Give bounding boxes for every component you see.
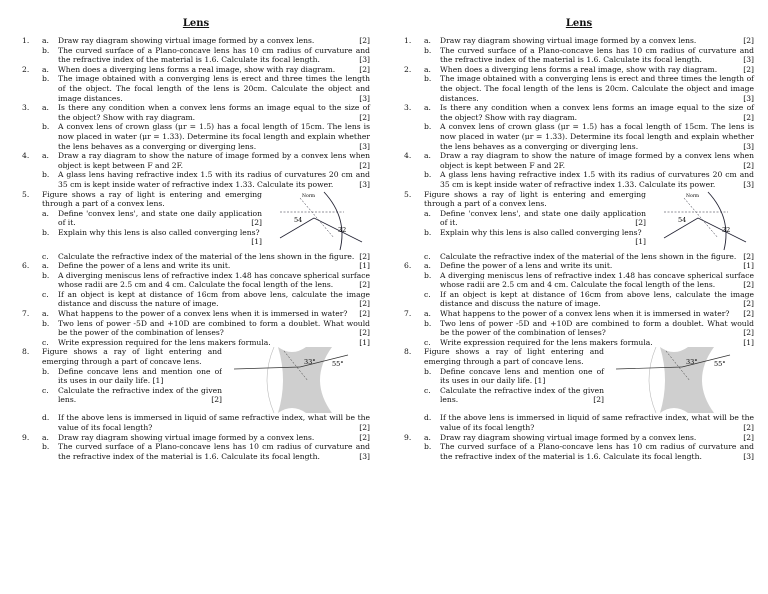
question-part: b. A diverging meniscus lens of refractive index 1.48 has concave spherical surface whose radii are 2.5 cm and 4 cm. Calculate the focal length of the lens. [2] <box>42 270 370 290</box>
question-number: 2. <box>22 64 30 74</box>
question-part: a. Draw a ray diagram to show the nature of image formed by a convex lens when object is kept between F and 2F. [2] <box>42 151 370 170</box>
marks: [3] <box>743 93 754 103</box>
question-part: c. Calculate the refractive index of the given lens. [2] <box>42 385 222 405</box>
question-part: a. Is there any condition when a convex lens forms an image equal to the size of the object? Show with ray diagram. [2] <box>424 103 754 122</box>
question-number: 7. <box>404 309 412 319</box>
marks: [2] <box>359 160 370 170</box>
angle-label: 55° <box>332 360 344 369</box>
question-stem: Figure shows a ray of light entering and emerging through a part of concave lens. <box>42 347 222 367</box>
question-number: 2. <box>404 64 412 74</box>
question-1 <box>404 36 754 65</box>
question-5 <box>404 190 754 262</box>
question-part: b. Define concave lens and mention one of its uses in our daily life. [1] <box>424 366 604 386</box>
question-part: b. The image obtained with a converging lens is erect and three times the length of the object. The focal length of the lens is 20cm. Calculate the object and image distances. [3] <box>42 74 370 103</box>
question-part: b. The image obtained with a converging lens is erect and three times the length of the object. The focal length of the lens is 20cm. Calculate the object and image distances. [3] <box>424 74 754 103</box>
marks: [3] <box>743 179 754 189</box>
concave-lens-figure <box>222 347 362 413</box>
question-part: b. Explain why this lens is also called converging lens? [1] <box>424 227 646 247</box>
question-part: b. The curved surface of a Plano-concave lens has 10 cm radius of curvature and the refractive index of the material is 1.6. Calculate its focal length. [3] <box>42 442 370 461</box>
question-part: a. What happens to the power of a convex lens when it is immersed in water? [2] <box>42 309 370 319</box>
angle-label: 54 <box>678 215 687 224</box>
marks: [2] <box>359 280 370 290</box>
question-part: a. Draw ray diagram showing virtual image formed by a convex lens. [2] <box>424 432 754 442</box>
question-number: 8. <box>22 347 30 357</box>
question-part: a. Draw a ray diagram to show the nature of image formed by a convex lens when object is kept between F and 2F. [2] <box>424 151 754 170</box>
marks: [3] <box>743 141 754 151</box>
marks: [3] <box>743 55 754 65</box>
angle-label: 32 <box>722 225 731 234</box>
question-part: a. Draw ray diagram showing virtual image formed by a convex lens. [2] <box>42 432 370 442</box>
marks: [2] <box>743 432 754 442</box>
question-stem: Figure shows a ray of light is entering and emerging through a part of a convex lens. <box>424 189 646 209</box>
worksheet-page-right <box>384 0 768 594</box>
marks: [2] <box>251 218 262 228</box>
marks: [2] <box>743 280 754 290</box>
question-stem: Figure shows a ray of light is entering and emerging through a part of a convex lens. <box>42 189 262 209</box>
question-part: b. A glass lens having refractive index 1.5 with its radius of curvatures 20 cm and 35 cm is kept inside water of refractive index 1.33. Calculate its power. [3] <box>424 170 754 189</box>
concave-lens-figure <box>604 347 744 413</box>
question-4 <box>404 151 754 189</box>
marks: [1] <box>534 376 546 386</box>
question-number: 6. <box>22 261 30 271</box>
marks: [2] <box>593 395 604 405</box>
question-part: b. Define concave lens and mention one of its uses in our daily life. [1] <box>42 366 222 386</box>
question-part: c. Write expression required for the lens makers formula. [1] <box>424 337 754 347</box>
question-9 <box>22 433 370 462</box>
question-number: 5. <box>22 189 30 199</box>
angle-label: 33° <box>304 358 316 367</box>
question-part: b. Explain why this lens is also called converging lens? [1] <box>42 227 262 247</box>
question-part: a. Draw ray diagram showing virtual image formed by a convex lens. [2] <box>424 36 754 45</box>
question-8 <box>404 347 754 432</box>
question-part: a. Define the power of a lens and write its unit. [1] <box>424 261 754 271</box>
question-number: 9. <box>404 432 412 442</box>
question-part: b. A glass lens having refractive index 1.5 with its radius of curvatures 20 cm and 35 cm is kept inside water of refractive index 1.33. Calculate its power. [3] <box>42 170 370 189</box>
question-2 <box>404 65 754 103</box>
question-part: c. Calculate the refractive index of the material of the lens shown in the figure. [2] <box>42 251 370 261</box>
question-2 <box>22 65 370 103</box>
question-part: d. If the above lens is immersed in liquid of same refractive index, what will be the value of its focal length? [2] <box>42 413 370 433</box>
angle-label: 32 <box>338 225 347 234</box>
marks: [3] <box>359 141 370 151</box>
marks: [1] <box>359 261 370 271</box>
question-6 <box>404 261 754 309</box>
question-7 <box>22 309 370 347</box>
question-part: b. The curved surface of a Plano-concave lens has 10 cm radius of curvature and the refractive index of the material is 1.6. Calculate its focal length. [3] <box>424 442 754 461</box>
marks: [2] <box>743 64 754 74</box>
marks: [1] <box>152 376 164 386</box>
marks: [2] <box>359 309 370 319</box>
marks: [2] <box>359 251 370 261</box>
marks: [2] <box>743 251 754 261</box>
question-number: 4. <box>404 151 412 161</box>
question-9 <box>404 433 754 462</box>
marks: [2] <box>743 160 754 170</box>
convex-lens-figure <box>646 190 754 252</box>
question-number: 4. <box>22 151 30 161</box>
marks: [2] <box>635 218 646 228</box>
marks: [2] <box>743 112 754 122</box>
question-number: 7. <box>22 309 30 319</box>
marks: [1] <box>743 261 754 271</box>
marks: [2] <box>743 309 754 319</box>
marks: [3] <box>359 179 370 189</box>
question-part: b. Two lens of power -5D and +10D are combined to form a doublet. What would be the power of the combination of lenses? [2] <box>42 318 370 338</box>
marks: [2] <box>359 36 370 45</box>
question-8 <box>22 347 370 432</box>
question-part: a. Define 'convex lens', and state one daily application of it. [2] <box>424 208 646 228</box>
marks: [3] <box>743 451 754 461</box>
angle-label: 55° <box>714 360 726 369</box>
question-part: d. If the above lens is immersed in liquid of same refractive index, what will be the value of its focal length? [2] <box>424 413 754 433</box>
question-number: 1. <box>404 36 412 45</box>
marks: [2] <box>359 328 370 338</box>
marks: [2] <box>359 423 370 433</box>
question-part: b. A convex lens of crown glass (μr = 1.5) has a focal length of 15cm. The lens is now placed in water (μr = 1.33). Determine its focal length and explain whether the lens behaves as a converging or diverging lens. [3] <box>424 122 754 151</box>
question-part: c. Calculate the refractive index of the material of the lens shown in the figure. [2] <box>424 251 754 261</box>
question-part: a. Draw ray diagram showing virtual image formed by a convex lens. [2] <box>42 36 370 45</box>
question-number: 8. <box>404 347 412 357</box>
marks: [2] <box>743 299 754 309</box>
question-4 <box>22 151 370 189</box>
question-3 <box>404 103 754 151</box>
marks: [1] <box>743 337 754 347</box>
marks: [2] <box>359 299 370 309</box>
question-part: b. A convex lens of crown glass (μr = 1.5) has a focal length of 15cm. The lens is now placed in water (μr = 1.33). Determine its focal length and explain whether the lens behaves as a converging or diverging lens. [3] <box>42 122 370 151</box>
question-part: a. What happens to the power of a convex lens when it is immersed in water? [2] <box>424 309 754 319</box>
question-part: a. Define 'convex lens', and state one daily application of it. [2] <box>42 208 262 228</box>
marks: [1] <box>251 237 262 247</box>
page-title: Lens <box>182 18 210 29</box>
question-number: 1. <box>22 36 30 45</box>
marks: [2] <box>359 112 370 122</box>
question-6 <box>22 261 370 309</box>
marks: [2] <box>359 432 370 442</box>
normal-label: Norm <box>686 193 700 199</box>
question-part: a. Is there any condition when a convex lens forms an image equal to the size of the object? Show with ray diagram. [2] <box>42 103 370 122</box>
question-3 <box>22 103 370 151</box>
question-5 <box>22 190 370 262</box>
question-number: 3. <box>404 103 412 113</box>
marks: [2] <box>743 328 754 338</box>
question-part: a. When does a diverging lens forms a real image, show with ray diagram. [2] <box>42 64 370 74</box>
normal-label: Norm <box>302 193 316 199</box>
question-part: a. When does a diverging lens forms a real image, show with ray diagram. [2] <box>424 64 754 74</box>
question-stem: Figure shows a ray of light entering and emerging through a part of concave lens. <box>424 347 604 367</box>
question-part: a. Define the power of a lens and write its unit. [1] <box>42 261 370 271</box>
question-7 <box>404 309 754 347</box>
marks: [3] <box>359 93 370 103</box>
angle-label: 33° <box>686 358 698 367</box>
angle-label: 54 <box>294 215 303 224</box>
question-number: 9. <box>22 432 30 442</box>
question-part: b. Two lens of power -5D and +10D are combined to form a doublet. What would be the power of the combination of lenses? [2] <box>424 318 754 338</box>
marks: [2] <box>743 423 754 433</box>
convex-lens-figure <box>262 190 370 252</box>
question-part: b. The curved surface of a Plano-concave lens has 10 cm radius of curvature and the refractive index of the material is 1.6. Calculate its focal length. [3] <box>42 45 370 65</box>
page-title: Lens <box>565 18 593 29</box>
marks: [3] <box>359 451 370 461</box>
marks: [2] <box>359 64 370 74</box>
question-part: c. If an object is kept at distance of 16cm from above lens, calculate the image distance and discuss the nature of image. [2] <box>424 289 754 309</box>
marks: [1] <box>359 337 370 347</box>
marks: [1] <box>635 237 646 247</box>
question-part: c. Write expression required for the lens makers formula. [1] <box>42 337 370 347</box>
question-number: 5. <box>404 189 412 199</box>
question-part: c. Calculate the refractive index of the given lens. [2] <box>424 385 604 405</box>
marks: [2] <box>743 36 754 45</box>
question-number: 6. <box>404 261 412 271</box>
marks: [2] <box>211 395 222 405</box>
marks: [3] <box>359 55 370 65</box>
question-number: 3. <box>22 103 30 113</box>
question-1 <box>22 36 370 65</box>
question-part: b. The curved surface of a Plano-concave lens has 10 cm radius of curvature and the refractive index of the material is 1.6. Calculate its focal length. [3] <box>424 45 754 65</box>
question-part: c. If an object is kept at distance of 16cm from above lens, calculate the image distance and discuss the nature of image. [2] <box>42 289 370 309</box>
question-part: b. A diverging meniscus lens of refractive index 1.48 has concave spherical surface whose radii are 2.5 cm and 4 cm. Calculate the focal length of the lens. [2] <box>424 270 754 290</box>
